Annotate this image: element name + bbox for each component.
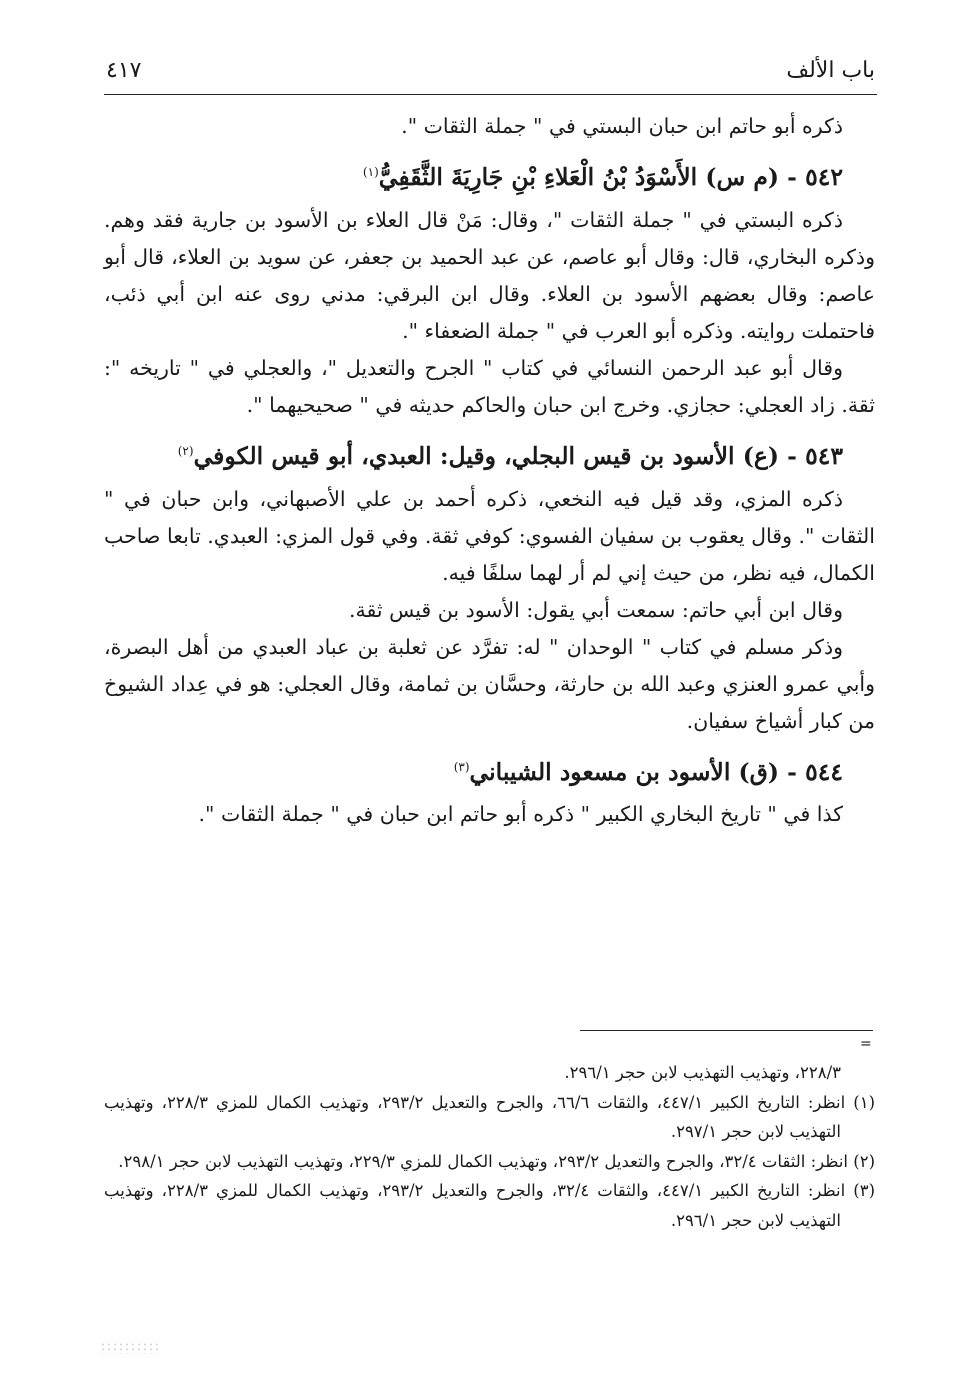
paragraph: ذكره المزي، وقد قيل فيه النخعي، ذكره أحمد بن علي الأصبهاني، وابن حبان في " الثقات ". وقال يعقوب بن سفيان الفسوي: كوفي ثقة. وفي قول المزي: العبدي. تابعا صاحب الكمال، فيه نظر، من حيث إني لم أر لهما سلفًا فيه.: [104, 486, 875, 585]
paragraph: كذا في " تاريخ البخاري الكبير " ذكره أبو حاتم ابن حبان في " جملة الثقات ".: [198, 802, 843, 827]
paragraph: وذكر مسلم في كتاب " الوحدان " له: تفرَّد عن ثعلبة بن عباد العبدي من أهل البصرة، وأبي عمرو العنزي وعبد الله بن حارثة، وحسَّان بن ثمامة، وقال العجلي: هو في عِداد الشيوخ من كبار أشياخ سفيان.: [104, 634, 875, 733]
paragraph: وقال ابن أبي حاتم: سمعت أبي يقول: الأسود بن قيس ثقة.: [349, 597, 843, 622]
entry-title: ٥٤٣ - (ع) الأسود بن قيس البجلي، وقيل: العبدي، أبو قيس الكوفي: [193, 441, 843, 470]
page-number: ٤١٧: [106, 58, 142, 83]
footnote-1: (١) انظر: التاريخ الكبير ٤٤٧/١، والثقات ٦٦/٦، والجرح والتعديل ٢٩٣/٢، وتهذيب الكمال للمزي ٢٢٨/٣، وتهذيب التهذيب لابن حجر ٢٩٧/١.: [104, 1092, 875, 1141]
paragraph: ذكره أبو حاتم ابن حبان البستي في " جملة الثقات ".: [401, 114, 843, 138]
scan-speckle: [100, 1342, 160, 1354]
entry-heading-544: [104, 744, 875, 795]
footnote-ref: (٣): [453, 759, 470, 774]
footnotes: [104, 1058, 875, 1235]
entry-heading-542: [104, 149, 875, 200]
paragraph: وقال أبو عبد الرحمن النسائي في كتاب " الجرح والتعديل "، والعجلي في " تاريخه ": ثقة. زاد العجلي: حجازي. وخرج ابن حبان والحاكم حديثه في " صحيحيهما ".: [104, 355, 875, 417]
footnote-2: (٢) انظر: الثقات ٣٢/٤، والجرح والتعديل ٢٩٣/٢، وتهذيب الكمال للمزي ٢٢٩/٣، وتهذيب التهذيب لابن حجر ٢٩٨/١.: [118, 1151, 875, 1171]
footnote-ref: (٢): [177, 443, 194, 458]
footnote-ref: (١): [362, 165, 379, 179]
entry-title: ٥٤٤ - (ق) الأسود بن مسعود الشيباني: [469, 757, 843, 786]
main-text: [104, 108, 875, 833]
entry-heading-543: [104, 428, 875, 479]
running-title: باب الألف: [786, 58, 875, 83]
paragraph: ذكره البستي في " جملة الثقات "، وقال: مَنْ قال العلاء بن الأسود بن جارية فقد وهم. وذكره البخاري، قال: وقال أبو عاصم، عن عبد الحميد بن جعفر، عن سويد بن العلاء، قال أبو عاصم: وقال بعضهم الأسود بن العلاء. وقال ابن البرقي: مدني روى عنه ابن أبي ذئب، فاحتملت روايته. وذكره أبو العرب في " جملة الضعفاء ".: [104, 207, 875, 343]
footnote-3: (٣) انظر: التاريخ الكبير ٤٤٧/١، والثقات ٣٢/٤، والجرح والتعديل ٢٩٣/٢، وتهذيب الكمال للمزي ٢٢٨/٣، وتهذيب التهذيب لابن حجر ٢٩٦/١.: [104, 1181, 875, 1230]
footnote-continuation: ٢٢٨/٣، وتهذيب التهذيب لابن حجر ٢٩٦/١.: [564, 1063, 841, 1082]
entry-title: ٥٤٢ - (م س) الأَسْوَدُ بْنُ الْعَلاءِ بْنِ جَارِيَةَ الثَّقَفِيُّ: [378, 162, 843, 191]
footnote-continuation-mark: =: [860, 1036, 872, 1052]
footnote-rule: [580, 1030, 873, 1031]
header-rule: [104, 94, 877, 95]
